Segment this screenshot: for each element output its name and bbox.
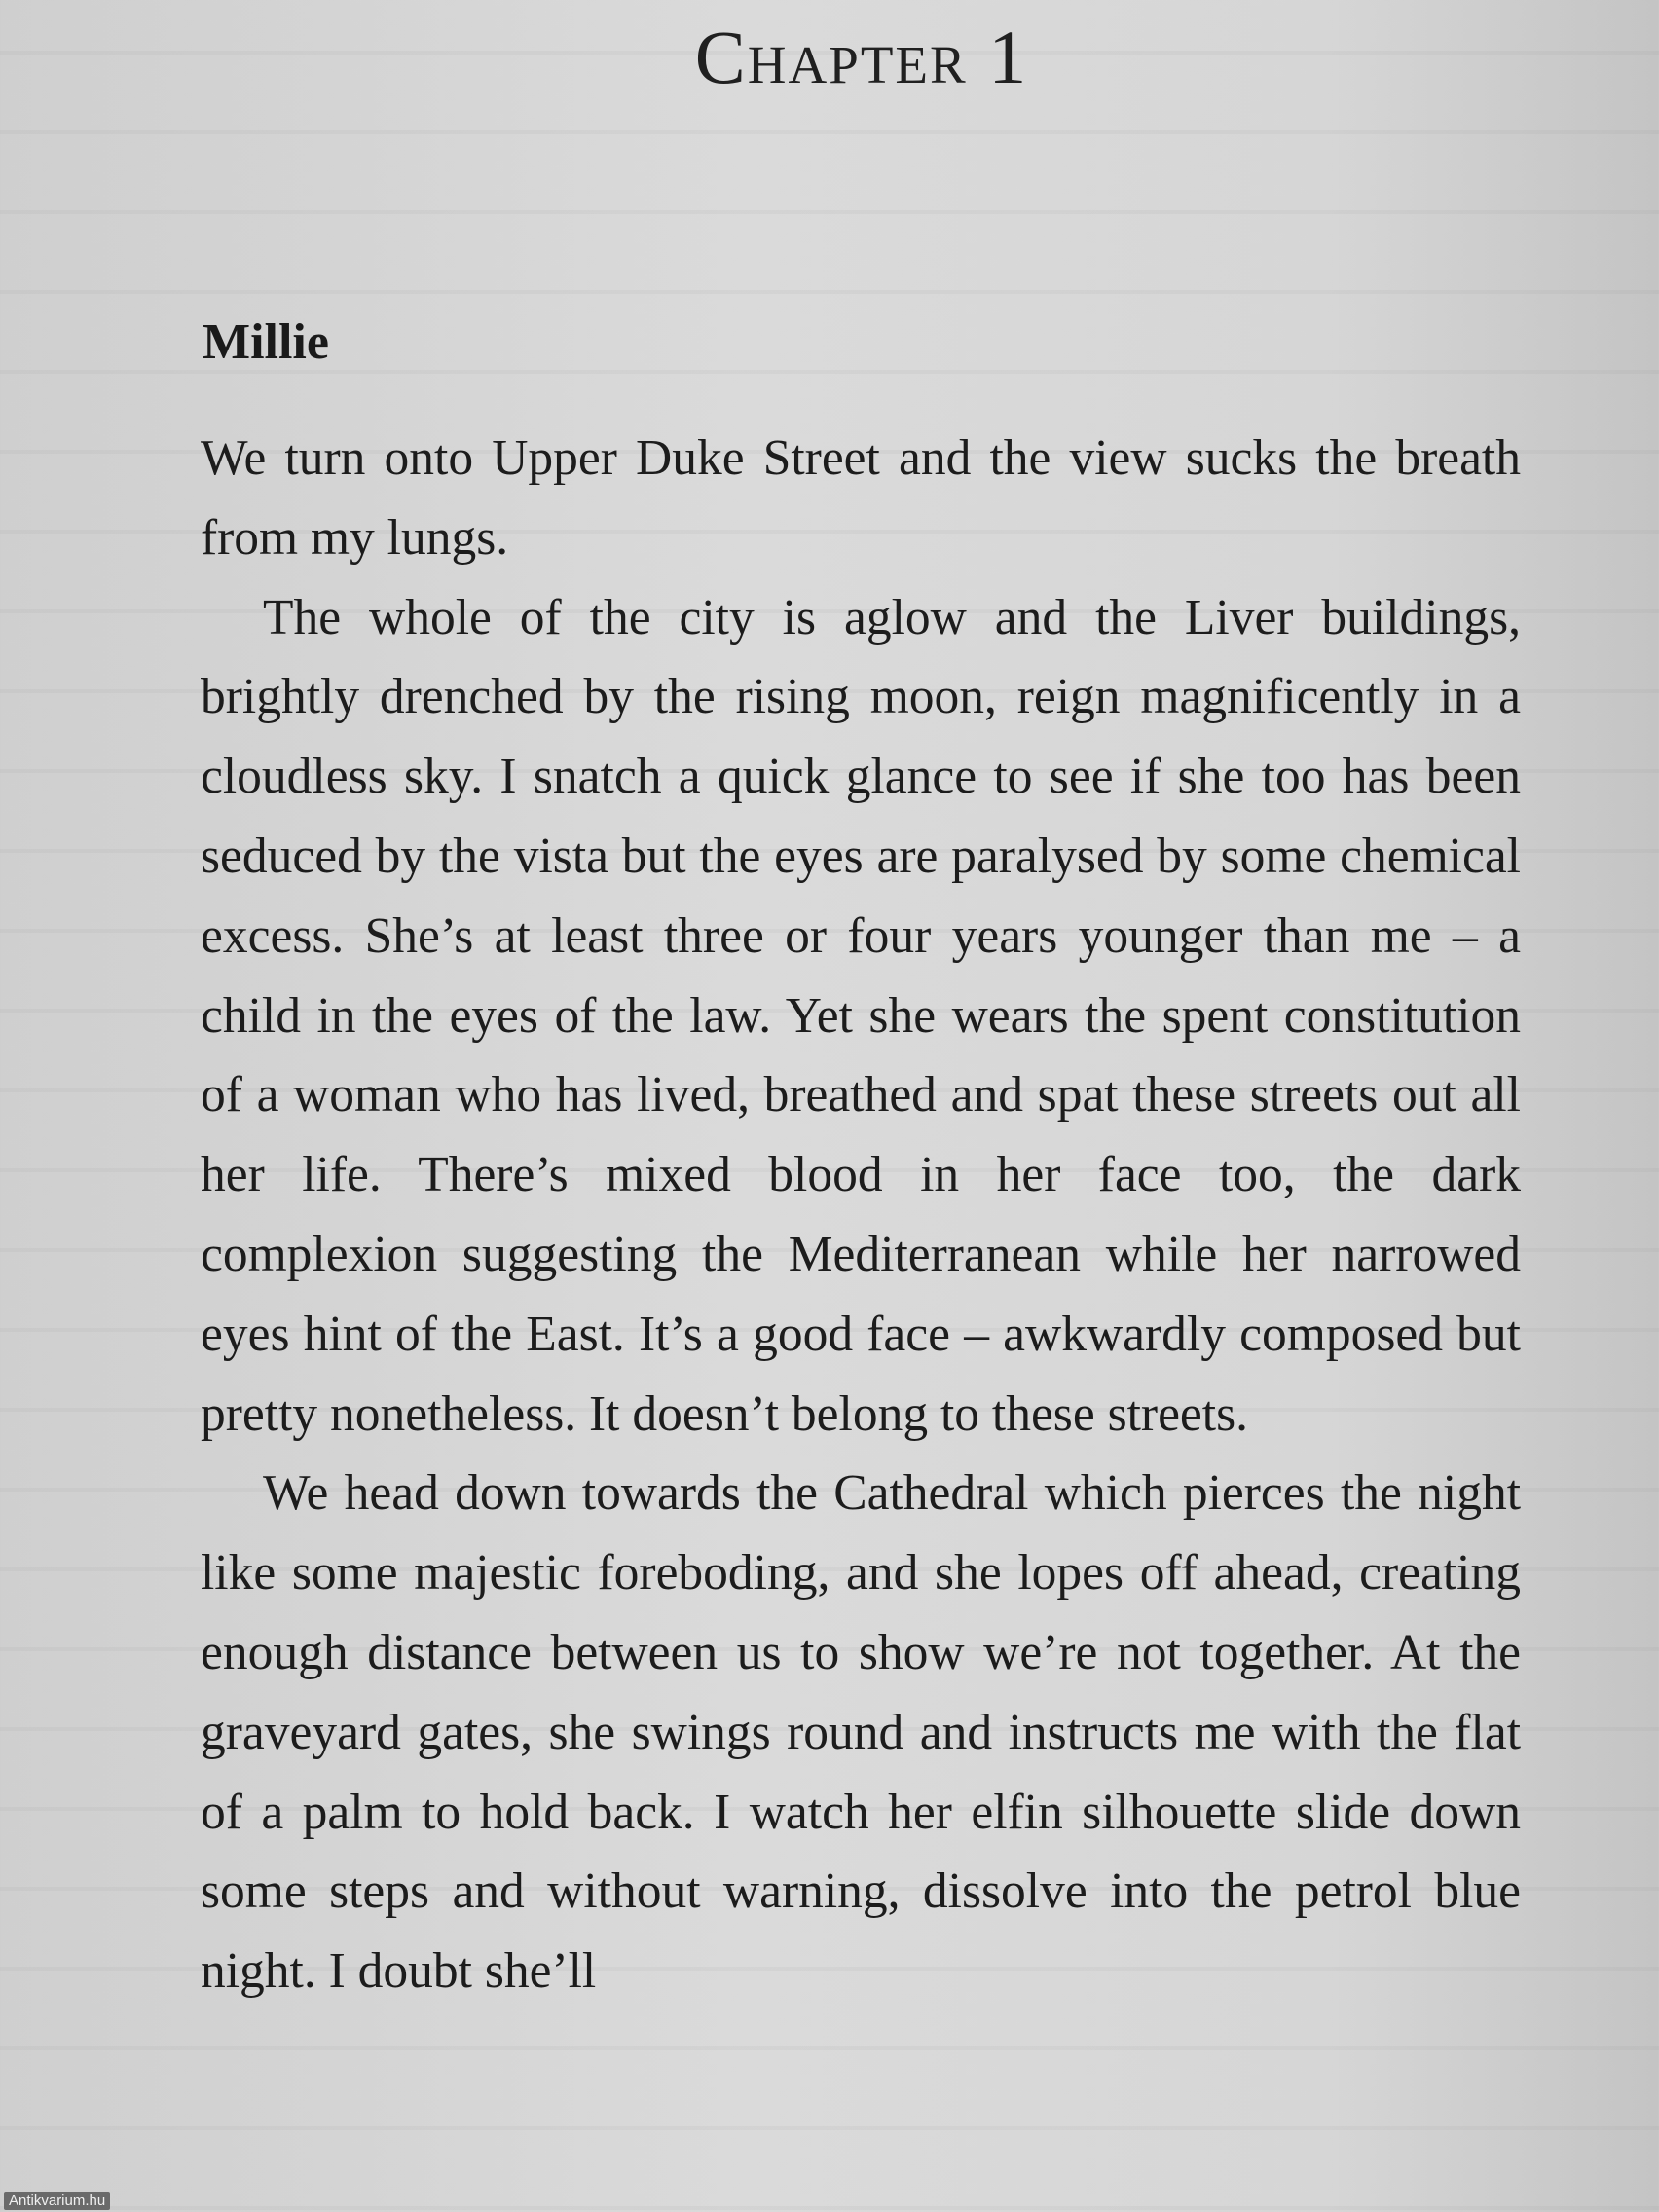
section-heading: Millie bbox=[203, 314, 329, 370]
chapter-title: Chapter 1 bbox=[694, 15, 1029, 99]
paragraph: The whole of the city is aglow and the Liver buildings, brightly drenched by the rising moon, reign magnificently in a cloudless sky. I snatch a quick glance to see if she too has been seduced by the vista but the eyes are paralysed by some chemical excess. She’s at least three or four years younger than me – a child in the eyes of the law. Yet she wears the spent constitution of a woman who has lived, breathed and spat these streets out all her life. There’s mixed blood in her face too, the dark complexion suggesting the Mediterranean while her narrowed eyes hint of the East. It’s a good face – awkwardly composed but pretty nonetheless. It doesn’t belong to these streets. bbox=[201, 589, 1521, 1442]
paragraph: We head down towards the Cathedral which pierces the night like some majestic foreboding, and she lopes off ahead, creating enough distance between us to show we’re not together. At the graveyard gates, she swings round and instructs me with the flat of a palm to hold back. I watch her elfin silhouette slide down some steps and without warning, dissolve into the petrol blue night. I doubt she’ll bbox=[201, 1465, 1521, 2000]
watermark-label: Antikvarium.hu bbox=[4, 2192, 110, 2210]
paragraph: We turn onto Upper Duke Street and the view sucks the breath from my lungs. bbox=[201, 430, 1521, 566]
body-text bbox=[201, 419, 1521, 2011]
